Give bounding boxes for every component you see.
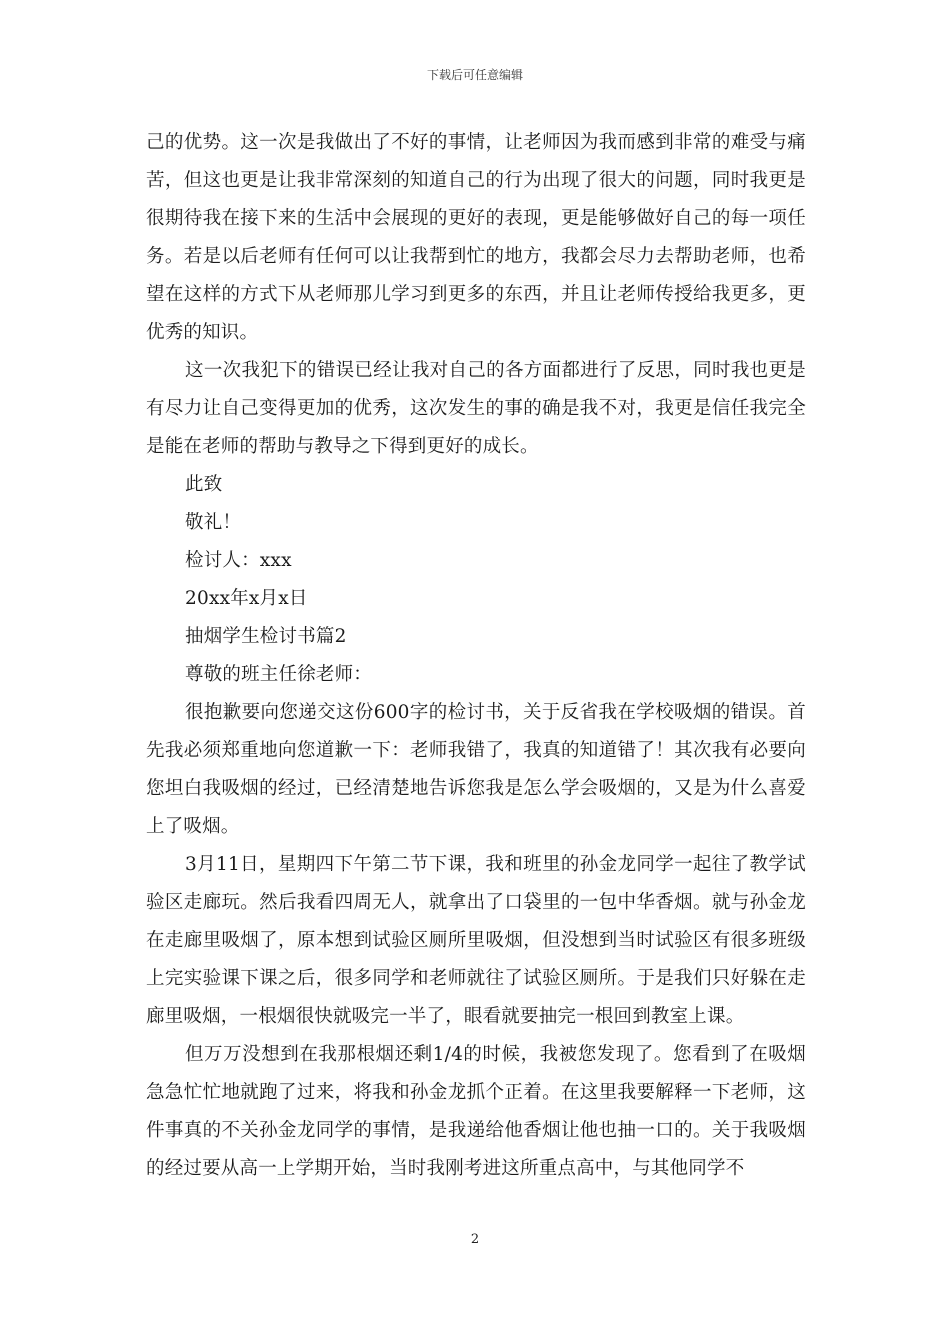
paragraph-2: 这一次我犯下的错误已经让我对自己的各方面都进行了反思，同时我也更是有尽力让自己变得更加的优秀，这次发生的事的确是我不对，我更是信任我完全是能在老师的帮助与教导之下得到更好的成长。 (146, 360, 806, 457)
date-line: 20xx年x月x日 (185, 588, 308, 609)
salutation: 尊敬的班主任徐老师： (185, 664, 373, 685)
page-header: 下载后可任意编辑 (426, 68, 523, 82)
signer-line: 检讨人：xxx (185, 550, 292, 571)
paragraph-1: 己的优势。这一次是我做出了不好的事情，让老师因为我而感到非常的难受与痛苦，但这也更是让我非常深刻的知道自己的行为出现了很大的问题，同时我更是很期待我在接下来的生活中会展现的更好的表现，更是能够做好自己的每一项任务。若是以后老师有任何可以让我帮到忙的地方，我都会尽力去帮助老师，也希望在这样的方式下从老师那儿学习到更多的东西，并且让老师传授给我更多，更优秀的知识。 (146, 132, 806, 343)
paragraph-5: 但万万没想到在我那根烟还剩1/4的时候，我被您发现了。您看到了在吸烟急急忙忙地就跑了过来，将我和孙金龙抓个正着。在这里我要解释一下老师，这件事真的不关孙金龙同学的事情，是我递给他香烟让他也抽一口的。关于我吸烟的经过要从高一上学期开始，当时我刚考进这所重点高中，与其他同学不 (146, 1044, 806, 1179)
document-body (146, 124, 806, 1188)
closing-line-1: 此致 (185, 474, 223, 495)
paragraph-3: 很抱歉要向您递交这份600字的检讨书，关于反省我在学校吸烟的错误。首先我必须郑重地向您道歉一下：老师我错了，我真的知道错了！其次我有必要向您坦白我吸烟的经过，已经清楚地告诉您我是怎么学会吸烟的，又是为什么喜爱上了吸烟。 (146, 702, 806, 837)
paragraph-4: 3月11日，星期四下午第二节下课，我和班里的孙金龙同学一起往了教学试验区走廊玩。然后我看四周无人，就拿出了口袋里的一包中华香烟。就与孙金龙在走廊里吸烟了，原本想到试验区厕所里吸烟，但没想到当时试验区有很多班级上完实验课下课之后，很多同学和老师就往了试验区厕所。于是我们只好躲在走廊里吸烟，一根烟很快就吸完一半了，眼看就要抽完一根回到教室上课。 (146, 854, 806, 1027)
section-title: 抽烟学生检讨书篇2 (185, 626, 347, 647)
closing-line-2: 敬礼！ (185, 512, 242, 533)
page-number: 2 (470, 1232, 480, 1247)
